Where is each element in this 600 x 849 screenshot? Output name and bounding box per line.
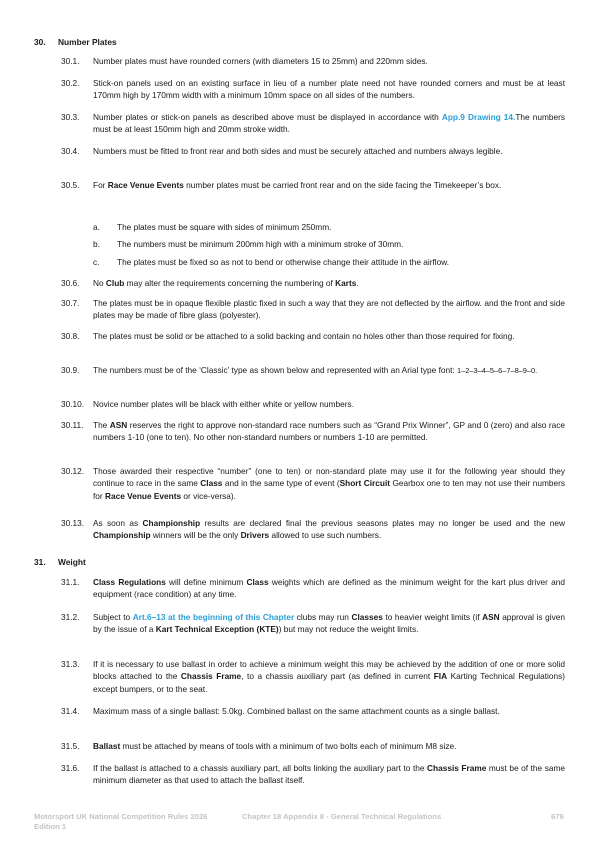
sub-clause-text: The plates must be fixed so as not to bend or otherwise change their attitude in the airflow. — [117, 257, 450, 267]
defined-term: Race Venue Events — [107, 180, 184, 190]
sub-clause-letter: c. — [93, 257, 100, 267]
defined-term: Class — [200, 478, 223, 489]
footer-publication: Motorsport UK National Competition Rules 2026 — [34, 812, 208, 821]
clause-number: 30.6. — [61, 278, 80, 288]
clause-number: 30.1. — [61, 56, 80, 66]
clause-text — [93, 330, 565, 342]
section-number: 31. — [34, 557, 46, 567]
text-run: Karting Technical Regulations) except bumpers, or to the seat. — [93, 671, 566, 694]
section-title: Weight — [58, 557, 86, 567]
section-heading — [34, 37, 117, 48]
clause-text — [93, 364, 565, 377]
clause-number: 30.10. — [61, 399, 85, 409]
clause-number: 30.13. — [61, 518, 85, 528]
text-run: Those awarded their respective “number” (one to ten) or non-standard plate may use it for the following year should they continue to race in the same — [93, 466, 565, 489]
clause — [61, 740, 565, 752]
text-run: approval is given by the issue of a — [93, 612, 565, 635]
text-run: The plates must be in opaque flexible plastic fixed in such a way that they are not deflected by the airflow. and the front and side plates may be made of fibre glass (polyester). — [93, 298, 565, 321]
footer-chapter: Chapter 18 Appendix 8 - General Technical Regulations — [242, 812, 442, 821]
clause-number: 30.8. — [61, 331, 80, 341]
text-run: reserves the right to approve non-standard race numbers such as “Grand Prix Winner”, GP and 0 (zero) and also race numbers 1-10 (one to ten). No other non-standard numbers or numbers 1-10 are permitted. — [93, 420, 565, 443]
defined-term: ASN — [109, 420, 128, 430]
defined-term: Classes — [351, 612, 383, 622]
text-run: No — [93, 278, 106, 288]
cross-reference-link[interactable]: App.9 Drawing 14. — [441, 112, 516, 122]
clause — [61, 179, 565, 191]
clause-text — [93, 398, 565, 410]
text-run: If it is necessary to use ballast in order to achieve a minimum weight this may be achieved by the addition of one or more solid blocks attached to the — [93, 659, 565, 682]
text-run: weights which are defined as the minimum weight for the kart plus driver and equipment (race condition) at any time. — [93, 577, 565, 600]
clause — [61, 111, 565, 136]
text-run: If the ballast is attached to a chassis auxiliary part, all bolts linking the auxiliary part to the — [93, 763, 428, 773]
clause-text — [93, 611, 565, 636]
clause — [61, 611, 565, 636]
defined-term: Short Circuit — [339, 478, 391, 489]
text-run: Novice number plates will be black with either white or yellow numbers. — [93, 399, 355, 409]
clause-text — [93, 517, 565, 542]
text-run: The plates must be solid or be attached to a solid backing and contain no holes other than those required for fixing. — [93, 331, 515, 341]
text-run: must be of the same minimum diameter as that used to attach the ballast itself. — [93, 763, 565, 786]
text-run: results are declared final the previous seasons plates may no longer be used and the new — [200, 518, 566, 528]
text-run: . — [356, 278, 359, 288]
clause — [61, 705, 565, 717]
clause-number: 30.12. — [61, 466, 85, 476]
sub-clause — [93, 238, 563, 250]
clause-text — [93, 111, 565, 136]
text-run: must be attached by means of tools with a minimum of two bolts each of minimum M8 size. — [120, 741, 457, 751]
footer-page-number: 679 — [551, 812, 564, 821]
defined-term: Ballast — [93, 741, 121, 751]
clause-text — [93, 77, 565, 102]
defined-term: Chassis Frame — [427, 763, 487, 773]
clause — [61, 398, 565, 410]
clause-text — [93, 658, 565, 695]
clause-number: 30.2. — [61, 78, 80, 88]
sub-clause-letter: b. — [93, 239, 100, 249]
clause-text — [93, 419, 565, 444]
text-run: The numbers must be of the ‘Classic’ type as shown below and represented with an Arial type font: — [93, 365, 458, 375]
clause-number: 30.7. — [61, 298, 80, 308]
defined-term: Karts — [335, 278, 357, 288]
clause-text — [93, 145, 565, 157]
section-title: Number Plates — [58, 37, 117, 47]
text-run: , to a chassis auxiliary part (as defined in current — [241, 671, 434, 682]
text-run: 1–2–3–4–5–6–7–8–9–0. — [457, 366, 538, 375]
text-run: Stick-on panels used on an existing surface in lieu of a number plate need not have rounded corners and must be at least 170mm high by 170mm width with a minimum 10mm space on all sides of the numbers. — [93, 78, 565, 101]
clause-number: 31.1. — [61, 577, 80, 587]
clause — [61, 55, 565, 67]
clause-number: 31.3. — [61, 659, 80, 669]
text-run: winners will be the only — [150, 530, 241, 541]
text-run: The numbers must be at least 150mm high and 20mm stroke width. — [93, 112, 565, 135]
clause-text — [93, 179, 565, 191]
sub-clause — [93, 256, 563, 268]
defined-term: FIA — [433, 671, 448, 682]
clause — [61, 145, 565, 157]
footer-publication-block — [34, 812, 207, 832]
clause — [61, 77, 565, 102]
text-run: to heavier weight limits (if — [382, 612, 483, 622]
clause — [61, 576, 565, 601]
text-run: allowed to use such numbers. — [269, 530, 382, 541]
section-heading — [34, 557, 86, 568]
clause — [61, 658, 565, 695]
clause — [61, 297, 565, 322]
clause — [61, 517, 565, 542]
sub-clause — [93, 221, 563, 233]
defined-term: Race Venue Events — [105, 490, 182, 501]
clause-text — [93, 277, 565, 289]
text-run: and in the same type of event ( — [222, 478, 340, 489]
text-run: For — [93, 180, 108, 190]
clause-number: 31.5. — [61, 741, 80, 751]
clause-text — [93, 762, 565, 787]
text-run: The — [93, 420, 110, 430]
defined-term: Chassis Frame — [180, 671, 242, 682]
clause-text — [93, 576, 565, 601]
clause — [61, 465, 565, 502]
sub-clause-text: The numbers must be minimum 200mm high with a minimum stroke of 30mm. — [117, 239, 404, 249]
clause-text — [93, 705, 565, 717]
text-run: may alter the requirements concerning the numbering of — [124, 278, 336, 288]
clause-number: 31.4. — [61, 706, 80, 716]
text-run: clubs may run — [294, 612, 352, 622]
clause — [61, 364, 565, 377]
sub-clause-text: The plates must be square with sides of minimum 250mm. — [117, 222, 332, 232]
clause-text — [93, 55, 565, 67]
text-run: Gearbox one to ten may not use their numbers for — [93, 478, 565, 501]
clause-number: 30.9. — [61, 365, 80, 375]
defined-term: Championship — [142, 518, 201, 528]
text-run: number plates must be carried front rear and on the side facing the Timekeeper’s box. — [183, 180, 502, 190]
text-run: Subject to — [93, 612, 133, 622]
cross-reference-link[interactable]: Art.6–13 at the beginning of this Chapter — [132, 612, 295, 622]
defined-term: Drivers — [240, 530, 270, 541]
clause — [61, 330, 565, 342]
defined-term: ASN — [482, 612, 500, 622]
text-run: will define minimum — [165, 577, 247, 587]
clause-number: 30.4. — [61, 146, 80, 156]
clause-number: 31.2. — [61, 612, 80, 622]
clause — [61, 419, 565, 444]
text-run: ) but may not reduce the weight limits. — [278, 624, 419, 635]
defined-term: Class Regulations — [93, 577, 166, 587]
defined-term: Club — [105, 278, 125, 288]
footer-edition: Edition 1 — [34, 822, 67, 831]
text-run: Numbers must be fitted to front rear and both sides and must be securely attached and numbers always legible. — [93, 146, 503, 156]
defined-term: Championship — [93, 530, 151, 541]
clause-number: 30.5. — [61, 180, 80, 190]
clause-number: 31.6. — [61, 763, 80, 773]
text-run: Number plates must have rounded corners (with diameters 15 to 25mm) and 220mm sides. — [93, 56, 428, 66]
text-run: Number plates or stick-on panels as described above must be displayed in accordance with — [93, 112, 442, 122]
clause — [61, 277, 565, 289]
clause-number: 30.11. — [61, 420, 84, 430]
clause-text — [93, 465, 565, 502]
clause-text — [93, 297, 565, 322]
clause-text — [93, 740, 565, 752]
section-number: 30. — [34, 37, 46, 47]
text-run: or vice-versa). — [181, 490, 236, 501]
defined-term: Class — [246, 577, 269, 587]
sub-clause-letter: a. — [93, 222, 100, 232]
defined-term: Kart Technical Exception (KTE) — [155, 624, 279, 635]
text-run: Maximum mass of a single ballast: 5.0kg. Combined ballast on the same attachment counts as a single ballast. — [93, 706, 500, 716]
clause-number: 30.3. — [61, 112, 80, 122]
clause — [61, 762, 565, 787]
text-run: As soon as — [93, 518, 143, 528]
